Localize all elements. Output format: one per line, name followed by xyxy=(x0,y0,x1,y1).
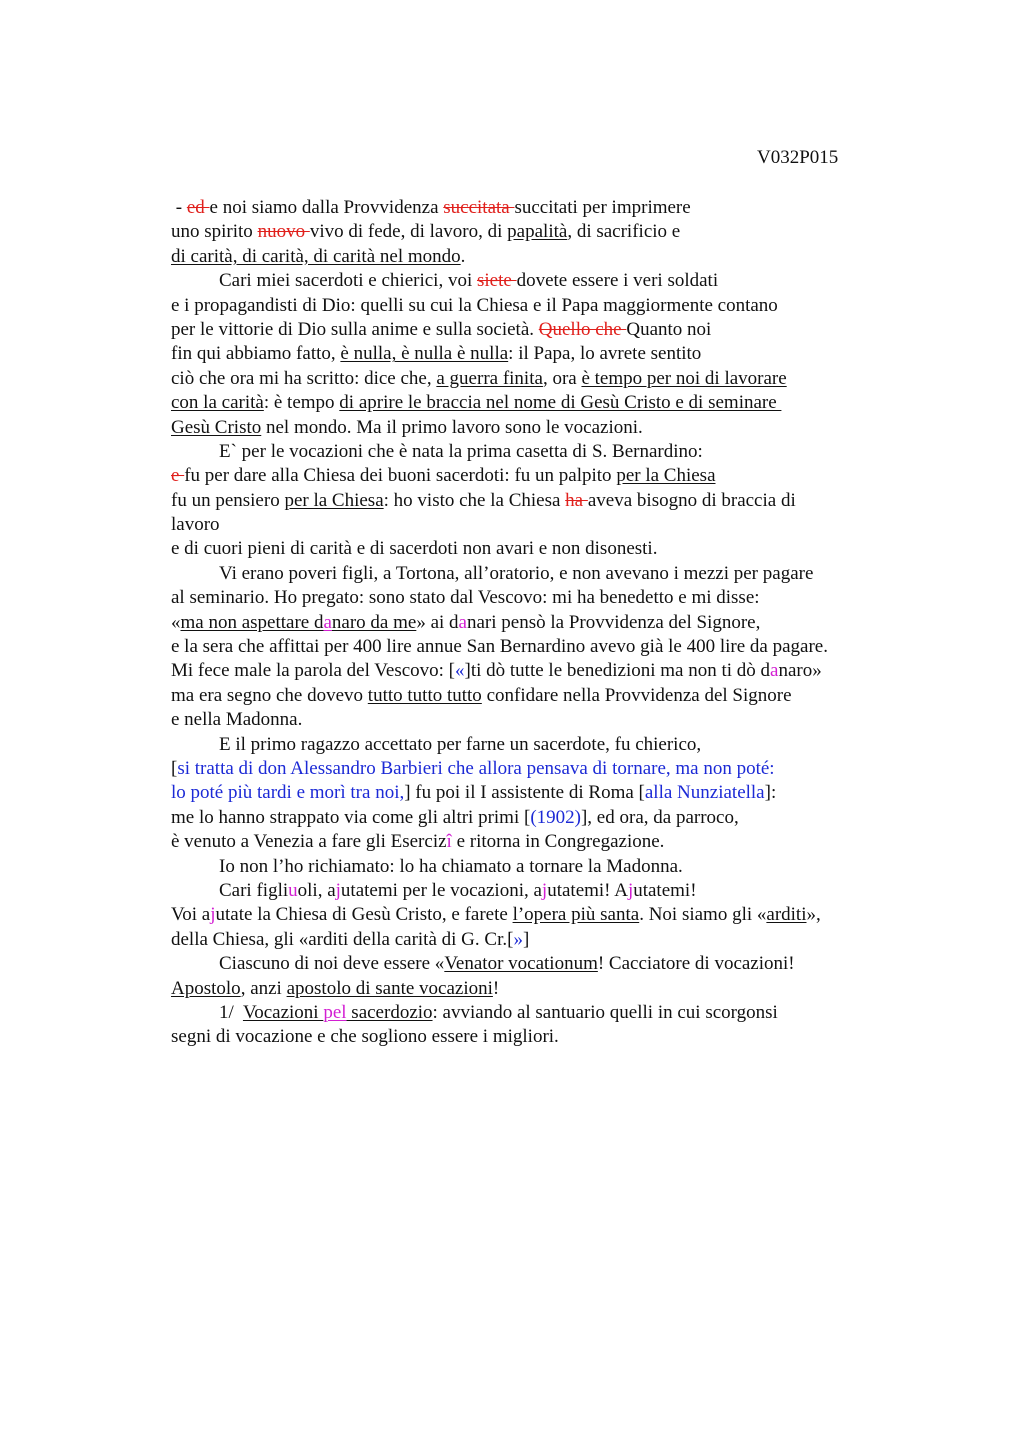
text-run: Cari miei sacerdoti e chierici, voi xyxy=(219,270,477,292)
underlined-text: Apostolo xyxy=(171,977,241,999)
text-run: e i propagandisti di Dio: quelli su cui la Chiesa e il Papa maggiormente contano xyxy=(171,294,778,316)
text-line xyxy=(171,879,911,903)
text-run: lavoro xyxy=(171,514,220,536)
text-run: utate la Chiesa di Gesù Cristo, e farete xyxy=(215,904,513,926)
text-run: vivo di fede, di lavoro, di xyxy=(309,221,508,243)
text-line xyxy=(171,391,911,415)
spelling-correction: j xyxy=(210,904,216,926)
deleted-text: ed xyxy=(186,197,210,218)
text-run: , di sacrificio e xyxy=(567,221,681,243)
text-line xyxy=(171,903,911,927)
text-line xyxy=(171,977,911,1001)
text-line xyxy=(171,733,911,757)
text-run: oli, a xyxy=(297,879,336,901)
text-line xyxy=(171,708,911,732)
text-run: Cari figli xyxy=(219,879,289,901)
text-run: « xyxy=(171,611,181,633)
underlined-text: ma non aspettare d xyxy=(180,611,324,633)
text-run: Ciascuno di noi deve essere « xyxy=(219,953,445,975)
text-run: e ritorna in Congregazione. xyxy=(451,831,665,853)
text-line xyxy=(171,586,911,610)
text-line xyxy=(171,196,911,220)
spelling-correction: u xyxy=(288,879,298,901)
spelling-correction: j xyxy=(335,879,341,901)
text-line xyxy=(171,781,911,805)
text-line xyxy=(171,537,911,561)
text-line xyxy=(171,659,911,683)
underlined-text: apostolo di sante vocazioni xyxy=(286,977,493,999)
underlined-text: sacerdozio xyxy=(346,1001,433,1023)
text-line xyxy=(171,513,911,537)
text-run: 1/ xyxy=(219,1001,243,1023)
underlined-text: Vocazioni xyxy=(242,1001,324,1023)
deleted-text: Quello che xyxy=(538,318,627,340)
underlined-text: tutto tutto tutto xyxy=(367,684,482,706)
editorial-insertion: si tratta di don Alessandro Barbieri che allora pensava di tornare, ma non poté: xyxy=(177,757,775,779)
editorial-insertion: lo poté più tardi e morì tra noi, xyxy=(171,782,405,804)
text-run: della Chiesa, gli «arditi della carità di G. Cr.[ xyxy=(171,928,514,950)
editorial-insertion: (1902) xyxy=(530,806,581,828)
underlined-text: di carità, di carità, di carità nel mondo xyxy=(171,245,461,267)
text-run: . Noi siamo gli « xyxy=(639,904,767,926)
text-run: Vi erano poveri figli, a Tortona, all’oratorio, e non avevano i mezzi per pagare xyxy=(219,562,814,584)
text-line xyxy=(171,684,911,708)
spelling-correction: j xyxy=(627,879,634,901)
underlined-text: papalità xyxy=(507,221,568,243)
text-run: per le vittorie di Dio sulla anime e sulla società. xyxy=(171,318,539,340)
text-line xyxy=(171,1025,911,1049)
page-identifier: V032P015 xyxy=(757,147,839,168)
text-run: aveva bisogno di braccia di xyxy=(587,489,796,511)
deleted-text: e xyxy=(171,465,185,487)
text-line xyxy=(171,830,911,854)
text-run: : il Papa, lo avrete sentito xyxy=(508,343,702,365)
text-run: ]ti dò tutte le benedizioni ma non ti dò d xyxy=(464,660,771,682)
text-run: fu un pensiero xyxy=(171,489,285,511)
document-body xyxy=(171,196,911,1050)
text-run: : ho visto che la Chiesa xyxy=(383,489,566,511)
text-run: confidare nella Provvidenza del Signore xyxy=(481,684,792,706)
text-run: , ora xyxy=(542,367,582,389)
underlined-correction: a xyxy=(323,611,332,633)
spelling-correction: a xyxy=(458,611,467,633)
text-run: Io non l’ho richiamato: lo ha chiamato a tornare la Madonna. xyxy=(219,855,683,877)
text-line xyxy=(171,440,911,464)
text-run: e di cuori pieni di carità e di sacerdoti non avari e non disonesti. xyxy=(171,538,658,560)
underlined-text: per la Chiesa xyxy=(284,489,384,511)
text-line xyxy=(171,855,911,879)
text-run: [ xyxy=(171,757,178,779)
text-run: uno spirito xyxy=(171,221,258,243)
text-line xyxy=(171,928,911,952)
deleted-text: siete xyxy=(476,270,517,292)
editorial-insertion: alla Nunziatella xyxy=(644,782,765,804)
text-run: e noi siamo dalla Provvidenza xyxy=(209,197,444,218)
underlined-text: con la carità xyxy=(171,392,264,414)
underlined-text: l’opera più santa xyxy=(512,904,640,926)
text-line xyxy=(171,464,911,488)
text-line xyxy=(171,562,911,586)
text-line xyxy=(171,220,911,244)
text-run: ma era segno che dovevo xyxy=(171,684,368,706)
text-run: ], ed ora, da parroco, xyxy=(580,806,739,828)
text-run: nel mondo. Ma il primo lavoro sono le vocazioni. xyxy=(261,416,643,438)
text-run: è venuto a Venezia a fare gli Eserciz xyxy=(171,831,447,853)
text-line xyxy=(171,757,911,781)
text-run: ! xyxy=(492,977,500,999)
text-run: nari pensò la Provvidenza del Signore, xyxy=(466,611,761,633)
text-line xyxy=(171,269,911,293)
spelling-correction: a xyxy=(770,660,779,682)
text-run: ciò che ora mi ha scritto: dice che, xyxy=(171,367,437,389)
text-line xyxy=(171,1001,911,1025)
underlined-text: a guerra finita xyxy=(436,367,543,389)
underlined-text: Gesù Cristo xyxy=(171,416,262,438)
text-line xyxy=(171,367,911,391)
text-line xyxy=(171,245,911,269)
text-run: e la sera che affittai per 400 lire annue San Bernardino avevo già le 400 lire da pagare. xyxy=(171,636,828,658)
text-line xyxy=(171,611,911,635)
text-run: E` per le vocazioni che è nata la prima casetta di S. Bernardino: xyxy=(219,440,703,462)
text-run: succitati per imprimere xyxy=(514,197,691,218)
underlined-text: naro da me xyxy=(331,611,417,633)
text-run: ] fu poi il I assistente di Roma [ xyxy=(404,782,645,804)
text-run: » ai d xyxy=(416,611,459,633)
text-line xyxy=(171,635,911,659)
text-run: . xyxy=(460,245,466,267)
text-run: al seminario. Ho pregato: sono stato dal Vescovo: mi ha benedetto e mi disse: xyxy=(171,587,760,609)
text-run: utatemi per le vocazioni, a xyxy=(340,879,542,901)
spelling-correction: î xyxy=(446,831,452,853)
text-run: : è tempo xyxy=(263,392,340,414)
text-line xyxy=(171,294,911,318)
editorial-insertion: « xyxy=(455,660,465,682)
text-run: fu per dare alla Chiesa dei buoni sacerdoti: fu un palpito xyxy=(184,465,617,487)
underlined-text: Venator vocationum xyxy=(444,953,598,975)
text-run: - xyxy=(171,197,187,218)
underlined-text: arditi xyxy=(766,904,807,926)
text-run: segni di vocazione e che sogliono essere i migliori. xyxy=(171,1026,559,1048)
underlined-correction: pel xyxy=(323,1001,347,1023)
text-run: ! Cacciatore di vocazioni! xyxy=(597,953,795,975)
text-run: : avviando al santuario quelli in cui scorgonsi xyxy=(432,1001,778,1023)
text-run: e nella Madonna. xyxy=(171,709,303,731)
underlined-text: di aprire le braccia nel nome di Gesù Cristo e di seminare xyxy=(339,392,782,414)
underlined-text: per la Chiesa xyxy=(616,465,716,487)
text-run: ]: xyxy=(764,782,777,804)
text-line xyxy=(171,952,911,976)
underlined-text: è tempo per noi di lavorare xyxy=(581,367,787,389)
text-line xyxy=(171,416,911,440)
text-run: ] xyxy=(522,928,530,950)
text-run: Voi a xyxy=(171,904,211,926)
deleted-text: nuovo xyxy=(257,221,310,243)
text-run: Quanto noi xyxy=(626,318,712,340)
deleted-text: ha xyxy=(565,489,588,511)
underlined-text: è nulla, è nulla è nulla xyxy=(340,343,509,365)
text-run: Mi fece male la parola del Vescovo: [ xyxy=(171,660,456,682)
text-line xyxy=(171,489,911,513)
text-line xyxy=(171,318,911,342)
text-run: fin qui abbiamo fatto, xyxy=(171,343,341,365)
deleted-text: succitata xyxy=(443,197,515,218)
text-run: utatemi! A xyxy=(547,879,628,901)
spelling-correction: j xyxy=(541,879,548,901)
text-run: utatemi! xyxy=(633,879,697,901)
text-run: », xyxy=(806,904,821,926)
editorial-insertion: » xyxy=(513,928,523,950)
text-run: dovete essere i veri soldati xyxy=(516,270,719,292)
text-line xyxy=(171,806,911,830)
text-run: E il primo ragazzo accettato per farne un sacerdote, fu chierico, xyxy=(219,733,702,755)
text-run: naro» xyxy=(778,660,822,682)
text-line xyxy=(171,342,911,366)
text-run: , anzi xyxy=(240,977,287,999)
text-run: me lo hanno strappato via come gli altri primi [ xyxy=(171,806,531,828)
